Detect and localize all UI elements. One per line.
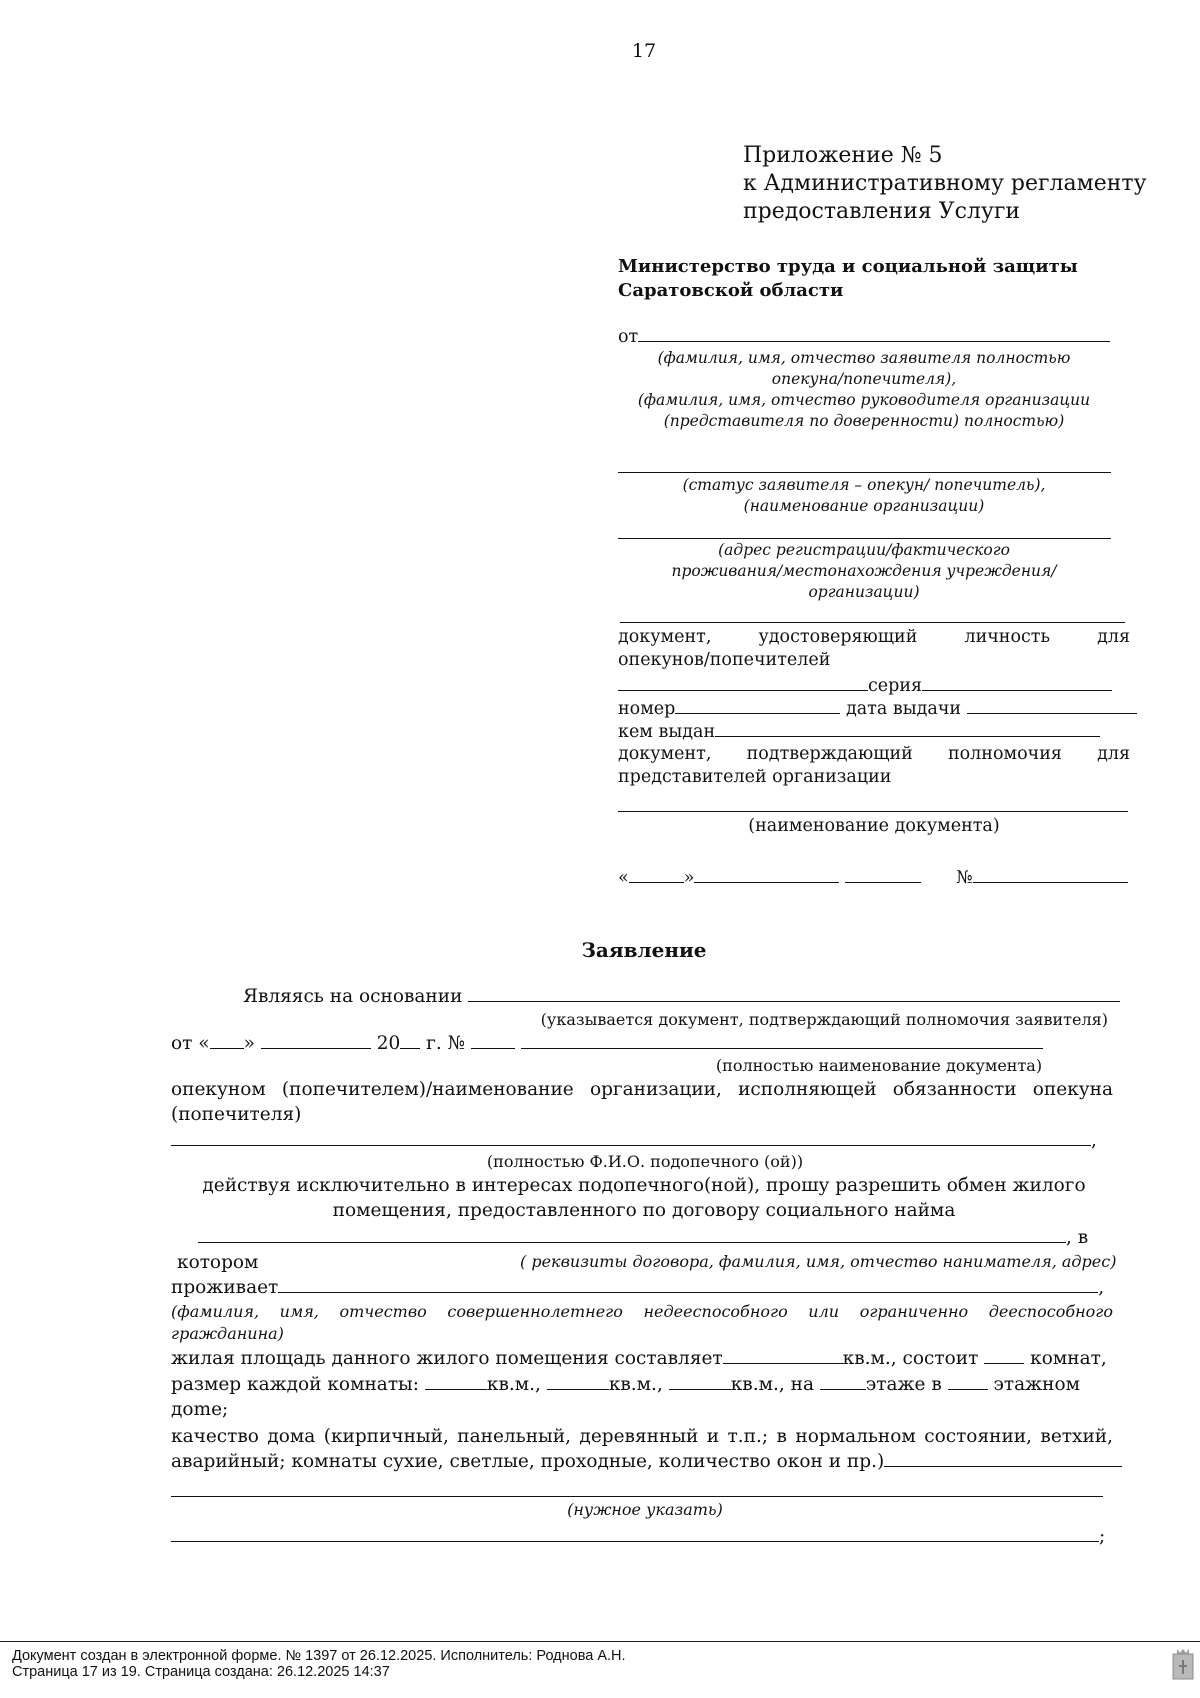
date-open-quote: «: [618, 868, 629, 888]
from-close: »: [243, 1033, 255, 1054]
date-year-field[interactable]: [845, 866, 921, 883]
floor-field[interactable]: [820, 1373, 866, 1390]
quality-extra-field[interactable]: [171, 1496, 1103, 1497]
annex-line-2: к Административному регламенту: [743, 171, 1147, 196]
applicant-caption-line-1: (фамилия, имя, отчество заявителя полностью: [657, 349, 1071, 367]
storeys-field[interactable]: [948, 1373, 988, 1390]
basis-line: [243, 984, 1185, 1009]
basis-label: Являясь на основании: [243, 986, 463, 1007]
reg-number-field[interactable]: [973, 866, 1128, 883]
ward-caption: (полностью Ф.И.О. подопечного (ой)): [486, 1152, 804, 1171]
area-field[interactable]: [723, 1347, 843, 1364]
floor-word: этаже в: [865, 1374, 942, 1395]
identity-top-field[interactable]: [620, 622, 1125, 623]
issue-date-label: дата выдачи: [845, 699, 962, 719]
final-line: [171, 1524, 1113, 1549]
citizen-field[interactable]: [278, 1276, 1098, 1293]
area-line-3: дome;: [171, 1399, 229, 1420]
from-label: от: [618, 327, 639, 347]
number-field[interactable]: [675, 697, 840, 714]
applicant-caption-line-3: (фамилия, имя, отчество руководителя организации: [637, 391, 1091, 409]
room1-field[interactable]: [425, 1373, 487, 1390]
applicant-name-field[interactable]: [638, 325, 1110, 342]
address-caption-line-1: (адрес регистрации/фактического: [718, 541, 1010, 559]
footer: [12, 1648, 626, 1680]
guardian-line-1: опекуном (попечителем)/наименование организации, исполняющей обязанности опекуна: [171, 1079, 1113, 1100]
address-field[interactable]: [618, 538, 1111, 539]
doc-identity-line-1: документ, удостоверяющий личность для: [618, 627, 1130, 647]
issued-by-field[interactable]: [715, 720, 1100, 737]
room2-unit: кв.м.,: [608, 1374, 663, 1395]
series-field[interactable]: [922, 674, 1112, 691]
final-semicolon: ;: [1099, 1526, 1106, 1547]
doc-authority-line-1: документ, подтверждающий полномочия для: [618, 744, 1130, 764]
issued-by-line: [618, 720, 1130, 744]
lives-comma: ,: [1098, 1277, 1105, 1298]
annex-line-1: Приложение № 5: [743, 143, 943, 168]
address-caption-line-2: проживания/местонахождения учреждения/организации): [671, 562, 1057, 601]
lives-word: проживает: [171, 1277, 279, 1298]
quality-line-1: качество дома (кирпичный, панельный, деревянный и т.п.; в нормальном состоянии, ветхий,: [171, 1426, 1113, 1447]
quality-line-2: [171, 1449, 1113, 1474]
room3-field[interactable]: [669, 1373, 731, 1390]
date-day-field[interactable]: [629, 866, 684, 883]
issue-date-field[interactable]: [967, 697, 1137, 714]
area-label: жилая площадь данного жилого помещения составляет: [171, 1348, 723, 1369]
doc-type-field[interactable]: [618, 674, 868, 691]
address-caption: [618, 540, 1110, 603]
number-label: номер: [618, 699, 676, 719]
annex-header: [743, 142, 1147, 226]
number-line: [618, 697, 1130, 721]
area-line-2: [171, 1372, 1113, 1397]
which-word: котором: [177, 1252, 259, 1273]
document-title: Заявление: [581, 938, 707, 962]
issued-by-label: кем выдан: [618, 722, 716, 742]
basis-caption: (указывается документ, подтверждающий полномочия заявителя): [540, 1010, 1108, 1029]
coat-of-arms-icon: [1172, 1648, 1194, 1680]
room-size-label: размер каждой комнаты:: [171, 1374, 420, 1395]
quality-line-2-text: аварийный; комнаты сухие, светлые, проходные, количество окон и пр.): [171, 1451, 885, 1472]
ward-name-field[interactable]: [171, 1129, 1091, 1146]
request-line-1: действуя исключительно в интересах подопечного(ной), прошу разрешить обмен жилого: [202, 1175, 1086, 1196]
date-close-quote: »: [683, 868, 695, 888]
date-month-field[interactable]: [694, 866, 839, 883]
doc-name-field[interactable]: [618, 811, 1128, 812]
applicant-caption: [618, 348, 1110, 432]
applicant-caption-line-2: опекуна/попечителя),: [771, 370, 957, 388]
auth-number-field[interactable]: [471, 1032, 515, 1049]
quality-field[interactable]: [884, 1450, 1122, 1467]
series-line: [618, 674, 1130, 698]
storey-word: этажном: [993, 1374, 1081, 1395]
final-field[interactable]: [171, 1525, 1099, 1542]
year-suffix: г. №: [426, 1033, 466, 1054]
lives-line: [171, 1275, 1113, 1300]
status-caption-line-2: (наименование организации): [743, 497, 985, 515]
status-caption: [618, 475, 1110, 517]
citizen-caption-line-2: гражданина): [171, 1324, 284, 1343]
addressee-line-2: Саратовской области: [618, 280, 844, 301]
date-number-line: [618, 866, 1130, 890]
auth-month-field[interactable]: [261, 1032, 371, 1049]
ward-comma: ,: [1091, 1130, 1097, 1151]
doc-name-caption: (наименование документа): [748, 816, 1000, 836]
ward-line: [171, 1128, 1113, 1153]
status-field[interactable]: [618, 472, 1111, 473]
room1-unit: кв.м.,: [486, 1374, 541, 1395]
number-sign: №: [956, 868, 973, 888]
footer-line-1: Документ создан в электронной форме. № 1397 от 26.12.2025. Исполнитель: Роднова А.Н.: [12, 1648, 626, 1664]
auth-day-field[interactable]: [210, 1032, 244, 1049]
contract-line: [198, 1225, 1140, 1250]
basis-field[interactable]: [468, 985, 1120, 1002]
room3-unit: кв.м., на: [730, 1374, 814, 1395]
from-line: [618, 325, 1130, 349]
citizen-caption-line-1: (фамилия, имя, отчество совершеннолетнего недееспособного или ограниченно дееспособного: [171, 1302, 1113, 1321]
auth-year-field[interactable]: [400, 1032, 420, 1049]
in-word: , в: [1066, 1227, 1089, 1248]
from-open: от «: [171, 1033, 210, 1054]
authority-date-line: [171, 1031, 1113, 1056]
room2-field[interactable]: [547, 1373, 609, 1390]
area-line-1: [171, 1346, 1113, 1371]
specify-caption: (нужное указать): [567, 1500, 723, 1519]
contract-field[interactable]: [198, 1226, 1066, 1243]
series-label: серия: [868, 676, 923, 696]
rooms-field[interactable]: [984, 1347, 1024, 1364]
doc-full-caption: (полностью наименование документа): [715, 1056, 1043, 1075]
addressee: [618, 255, 1078, 303]
guardian-line-2: (попечителя): [171, 1104, 302, 1125]
status-caption-line-1: (статус заявителя – опекун/ попечитель),: [682, 476, 1046, 494]
applicant-caption-line-4: (представителя по доверенности) полностью): [663, 412, 1065, 430]
contract-caption: ( реквизиты договора, фамилия, имя, отчество нанимателя, адрес): [520, 1252, 1117, 1271]
annex-line-3: предоставления Услуги: [743, 199, 1021, 224]
doc-authority-line-2: представителей организации: [618, 767, 892, 787]
page-number: 17: [631, 40, 657, 62]
area-unit-rooms: кв.м., состоит: [842, 1348, 979, 1369]
year-prefix: 20: [376, 1033, 401, 1054]
auth-docname-field[interactable]: [521, 1032, 1043, 1049]
doc-identity-line-2: опекунов/попечителей: [618, 650, 831, 670]
addressee-line-1: Министерство труда и социальной защиты: [618, 256, 1078, 277]
request-line-2: помещения, предоставленного по договору социального найма: [332, 1200, 956, 1221]
rooms-word: комнат,: [1030, 1348, 1107, 1369]
footer-divider: [0, 1641, 1200, 1642]
footer-line-2: Страница 17 из 19. Страница создана: 26.12.2025 14:37: [12, 1664, 390, 1680]
